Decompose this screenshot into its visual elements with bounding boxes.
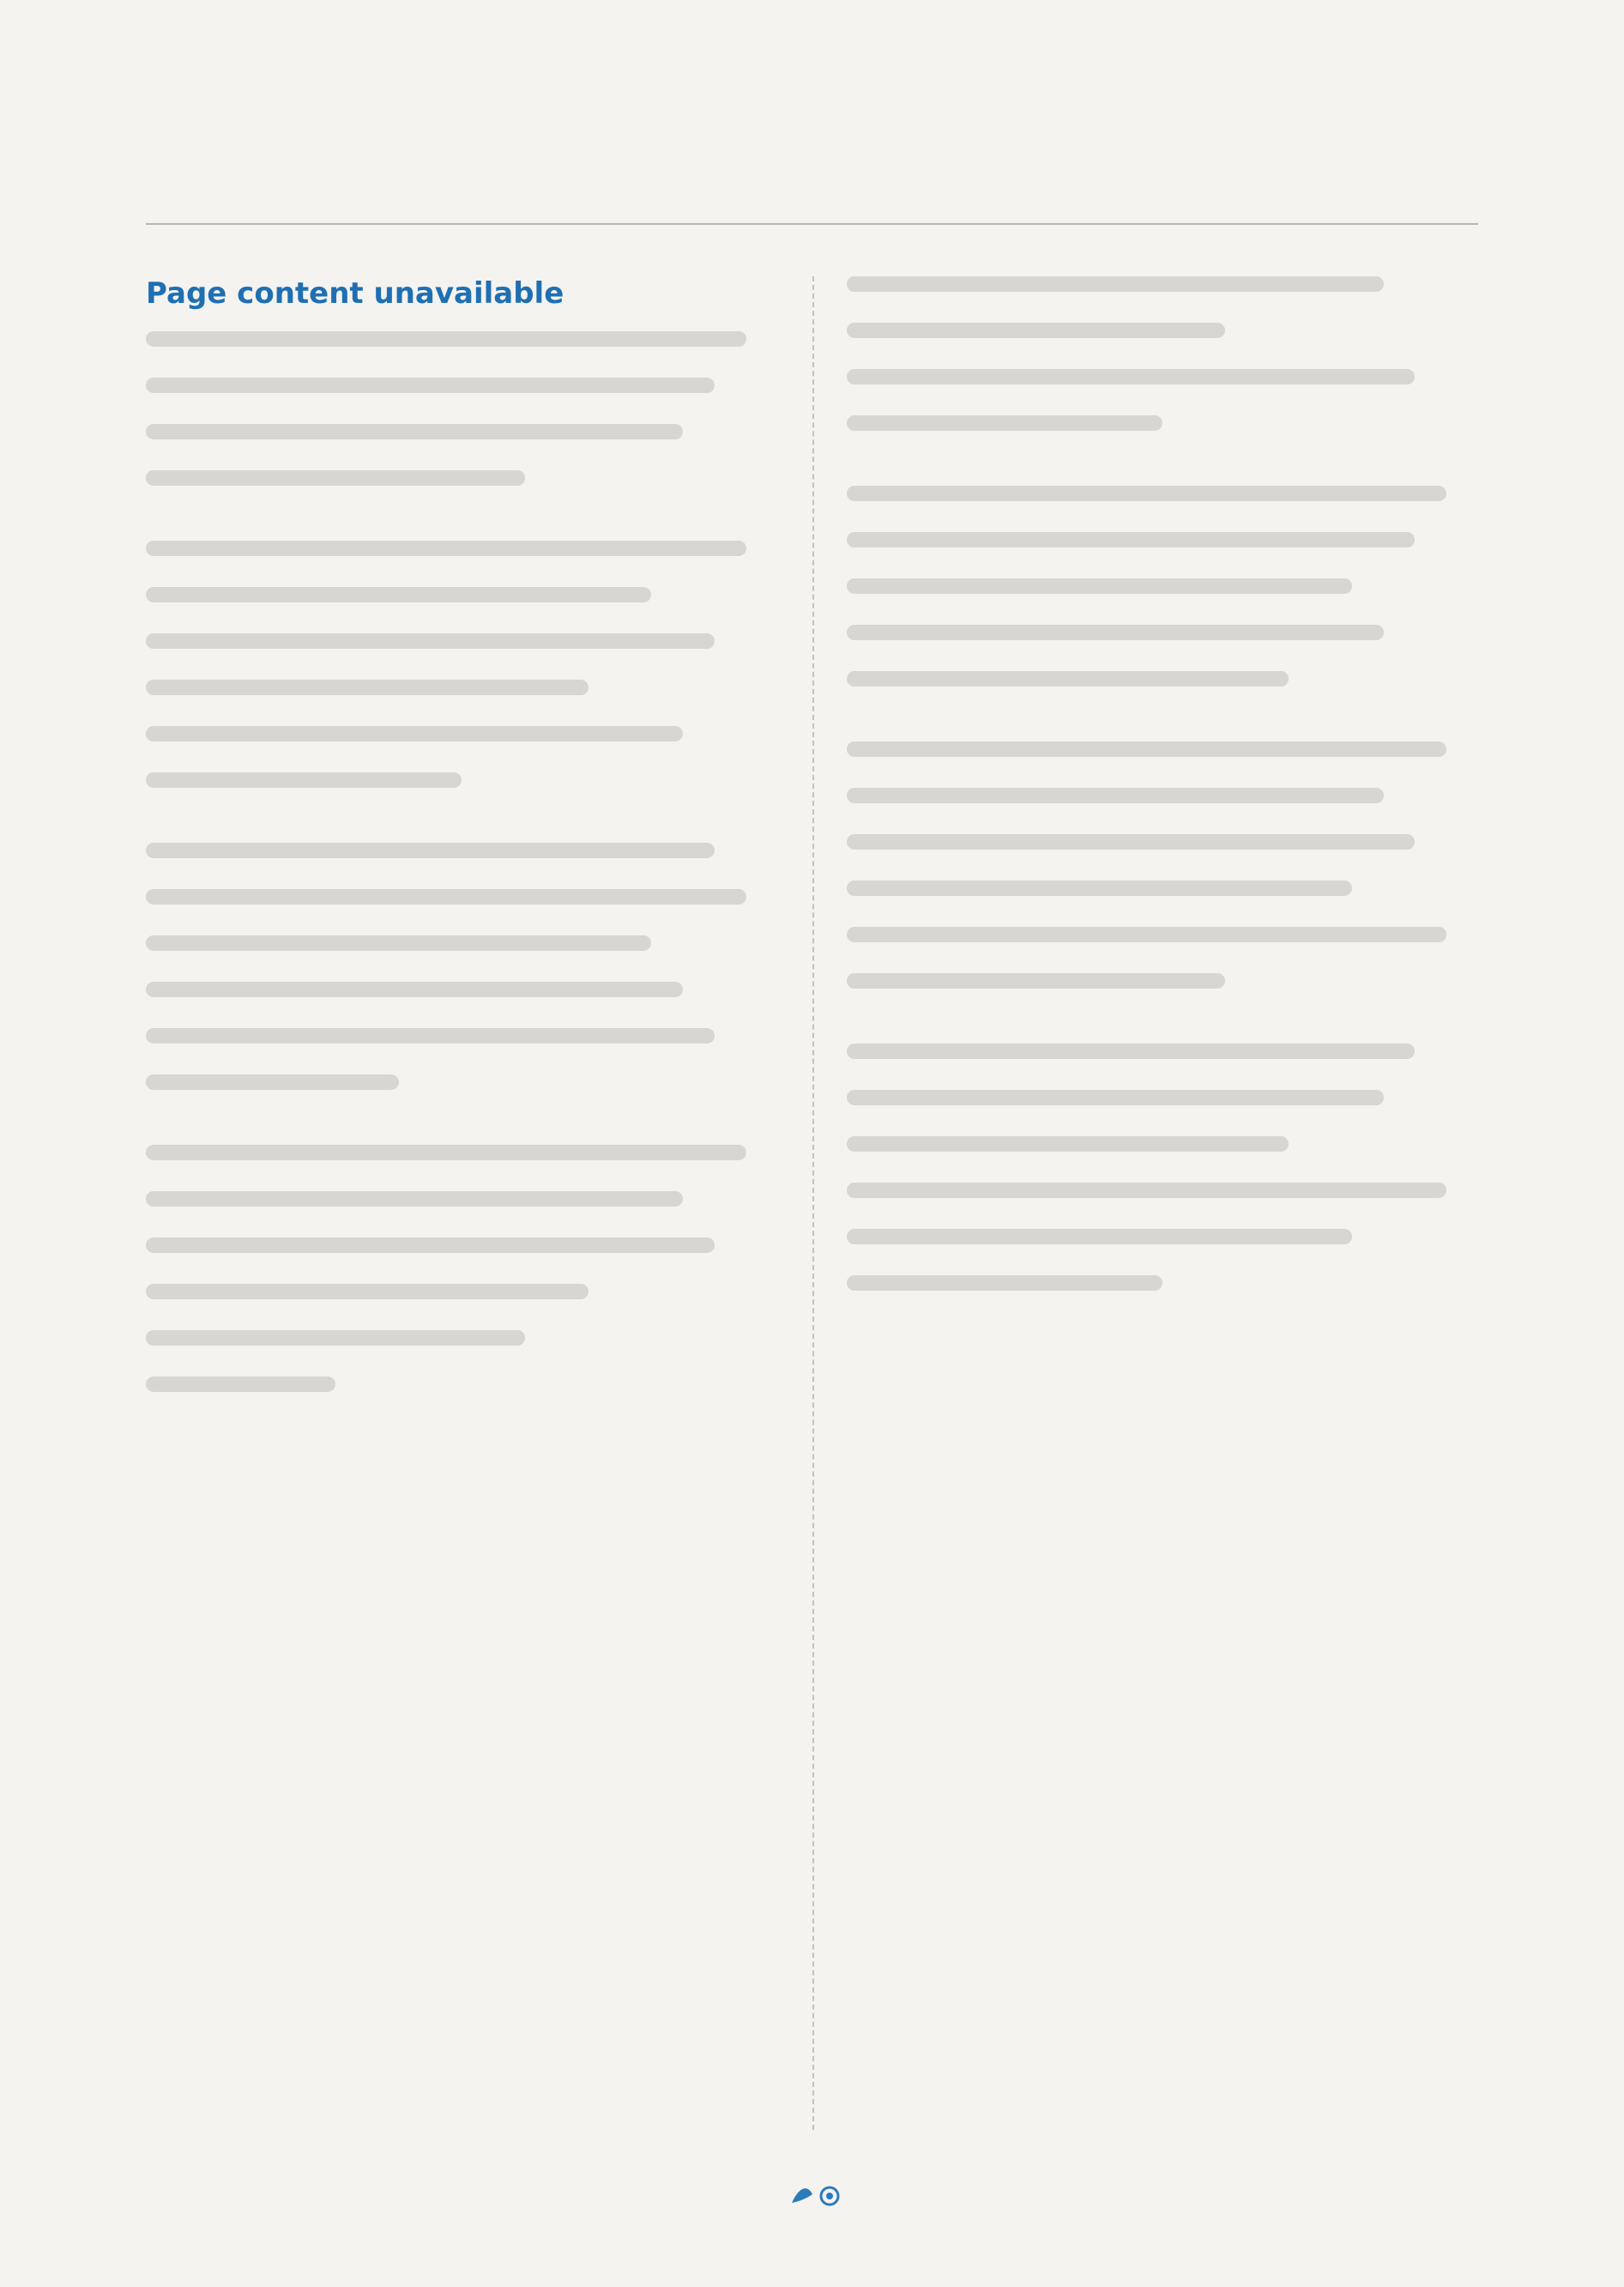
text-line [146,1028,715,1044]
text-line [146,378,715,393]
text-line [146,772,462,788]
text-line [847,1136,1289,1152]
section-title: Page content unavailable [146,276,564,311]
text-line [847,323,1226,338]
text-line [146,1330,525,1346]
paragraph-gap [847,717,1479,741]
text-line [146,843,715,858]
text-line [847,276,1384,292]
text-line [847,973,1226,989]
text-line [847,1275,1162,1291]
paragraph-gap [847,462,1479,486]
paragraph-gap [146,517,778,541]
text-line [146,470,525,486]
text-line [847,1229,1352,1244]
paragraph-gap [146,1121,778,1145]
text-line [847,1090,1384,1105]
text-line [146,587,651,602]
text-line [146,1074,399,1090]
text-line [847,927,1447,942]
page-header [146,129,1478,225]
text-line [146,1237,715,1253]
text-line [146,633,715,649]
two-column-body [146,276,1478,2130]
text-line [146,1376,335,1392]
text-line [146,726,683,741]
text-line [847,671,1289,687]
text-line [847,788,1384,803]
text-line [847,1044,1416,1059]
text-line [146,982,683,997]
publisher-logo-icon [787,2179,847,2210]
text-line [847,834,1416,850]
text-line [847,486,1447,501]
text-line [146,1145,746,1160]
text-line [847,625,1384,640]
paragraph-gap [847,1019,1479,1044]
text-line [146,889,746,905]
page-footer [0,2175,1624,2210]
text-line [146,541,746,556]
right-column [847,276,1479,2130]
text-line [146,331,746,347]
text-line [146,424,683,439]
text-line [847,415,1162,431]
left-column [146,276,778,2130]
text-line [847,369,1416,384]
text-line [146,680,589,695]
text-line [847,741,1447,757]
text-line [847,578,1352,594]
text-line [146,1191,683,1207]
text-line [146,1284,589,1299]
paragraph-gap [146,819,778,843]
text-line [847,532,1416,548]
text-line [847,880,1352,896]
text-line [847,1183,1447,1198]
text-line [146,935,651,951]
